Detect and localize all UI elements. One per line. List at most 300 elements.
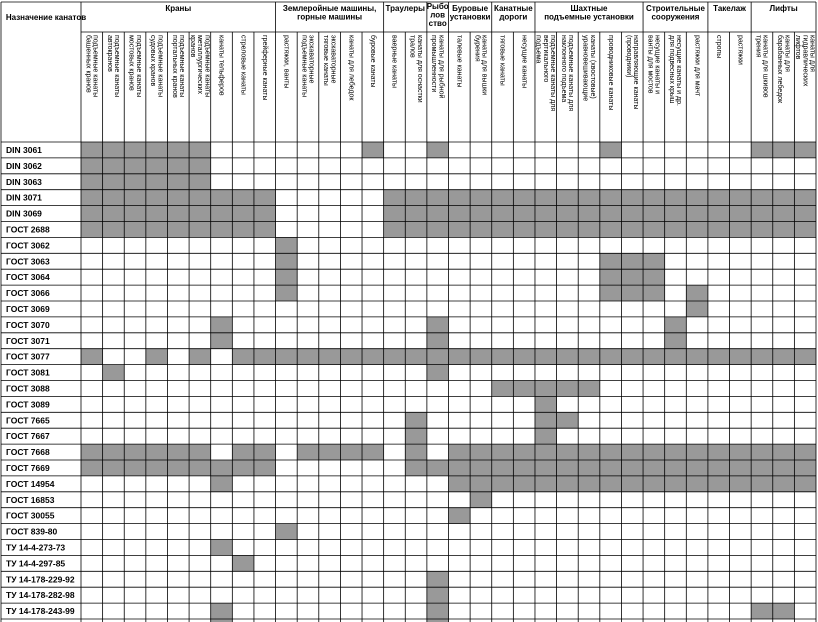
shaded-cell [427, 206, 449, 222]
standard-row-label: ГОСТ 3088 [6, 383, 50, 394]
shaded-cell [167, 444, 189, 460]
shaded-cell [643, 190, 665, 206]
shaded-cell [686, 206, 708, 222]
shaded-cell [665, 476, 687, 492]
column-header-label: несущие канаты [520, 35, 528, 89]
shaded-cell [146, 190, 168, 206]
shaded-cell [146, 222, 168, 238]
column-header-label: подъемные канаты [178, 35, 186, 98]
shaded-cell [405, 460, 427, 476]
shaded-cell [103, 190, 125, 206]
standard-row-label: DIN 3062 [6, 160, 42, 171]
standard-row-label: ГОСТ 3062 [6, 240, 50, 251]
standard-row-label: ГОСТ 7669 [6, 462, 50, 473]
shaded-cell [232, 190, 254, 206]
shaded-cell [492, 190, 514, 206]
shaded-cell [384, 206, 406, 222]
standard-row-label: ГОСТ 2688 [6, 224, 50, 235]
shaded-cell [600, 142, 622, 158]
shaded-cell [513, 349, 535, 365]
column-header-label: подъемные канаты для [549, 35, 557, 112]
shaded-cell [751, 349, 773, 365]
shaded-cell [492, 222, 514, 238]
shaded-cell [730, 444, 752, 460]
shaded-cell [492, 206, 514, 222]
column-header-label: подъемные канаты [156, 35, 164, 98]
shaded-cell [621, 285, 643, 301]
group-header-label: ство [428, 19, 447, 28]
shaded-cell [600, 253, 622, 269]
shaded-cell [665, 349, 687, 365]
shaded-cell [535, 444, 557, 460]
shaded-cell [557, 349, 579, 365]
shaded-cell [276, 253, 298, 269]
shaded-cell [362, 349, 384, 365]
shaded-cell [146, 460, 168, 476]
standard-row-label: ГОСТ 3069 [6, 303, 50, 314]
shaded-cell [254, 444, 276, 460]
column-header-label: растяжки [736, 35, 744, 65]
shaded-cell [708, 460, 730, 476]
shaded-cell [686, 190, 708, 206]
column-header-label: проводниковые канаты [606, 35, 614, 111]
shaded-cell [773, 142, 795, 158]
shaded-cell [81, 206, 103, 222]
shaded-cell [686, 476, 708, 492]
shaded-cell [730, 349, 752, 365]
column-header-label: растяжки для мачт [693, 35, 701, 97]
shaded-cell [578, 460, 600, 476]
shaded-cell [427, 587, 449, 603]
shaded-cell [167, 222, 189, 238]
shaded-cell [427, 571, 449, 587]
shaded-cell [686, 460, 708, 476]
shaded-cell [384, 349, 406, 365]
shaded-cell [103, 158, 125, 174]
shaded-cell [621, 253, 643, 269]
standard-row-label: ГОСТ 3077 [6, 351, 50, 362]
shaded-cell [427, 603, 449, 619]
shaded-cell [384, 222, 406, 238]
group-header-label: Строительные [646, 4, 705, 13]
standard-row-label: ГОСТ 7668 [6, 447, 50, 458]
column-header-label: ваерные канаты [390, 35, 398, 89]
shaded-cell [621, 476, 643, 492]
standard-row-label: DIN 3069 [6, 208, 42, 219]
shaded-cell [665, 190, 687, 206]
standard-row-label: ГОСТ 3070 [6, 319, 50, 330]
shaded-cell [773, 222, 795, 238]
shaded-cell [513, 206, 535, 222]
shaded-cell [665, 460, 687, 476]
column-header-label: промышленности [430, 35, 438, 93]
shaded-cell [405, 412, 427, 428]
shaded-cell [362, 142, 384, 158]
shaded-cell [600, 444, 622, 460]
standard-row-label: ГОСТ 30055 [6, 510, 55, 521]
column-header-label: подъемные канаты [91, 35, 99, 98]
shaded-cell [470, 476, 492, 492]
shaded-cell [232, 222, 254, 238]
shaded-cell [232, 206, 254, 222]
shaded-cell [513, 476, 535, 492]
group-header-label: горные машины [297, 12, 363, 22]
column-header-label: экскаваторные [307, 35, 315, 84]
shaded-cell [686, 349, 708, 365]
column-header-label: наклонного подъема [559, 35, 567, 103]
shaded-cell [211, 540, 233, 556]
shaded-cell [232, 444, 254, 460]
shaded-cell [513, 381, 535, 397]
shaded-cell [773, 444, 795, 460]
shaded-cell [535, 476, 557, 492]
column-header-label: трения [754, 35, 762, 58]
shaded-cell [124, 460, 146, 476]
shaded-cell [535, 412, 557, 428]
standard-row-label: ГОСТ 3066 [6, 288, 50, 299]
column-header-label: подъемные канаты для [567, 35, 575, 112]
shaded-cell [81, 444, 103, 460]
shaded-cell [470, 460, 492, 476]
shaded-cell [103, 142, 125, 158]
standard-row-label: ГОСТ 7667 [6, 431, 50, 442]
column-header-label: портальных кранов [170, 35, 178, 98]
column-header-label: канаты для шкивов [761, 35, 769, 98]
shaded-cell [211, 460, 233, 476]
shaded-cell [535, 190, 557, 206]
shaded-cell [405, 428, 427, 444]
group-header-label: Буровые [452, 4, 489, 13]
shaded-cell [470, 206, 492, 222]
shaded-cell [167, 142, 189, 158]
shaded-cell [81, 174, 103, 190]
standard-row-label: DIN 3061 [6, 144, 42, 155]
shaded-cell [124, 190, 146, 206]
shaded-cell [643, 253, 665, 269]
shaded-cell [81, 222, 103, 238]
shaded-cell [686, 301, 708, 317]
shaded-cell [319, 349, 341, 365]
shaded-cell [254, 222, 276, 238]
shaded-cell [621, 444, 643, 460]
shaded-cell [405, 222, 427, 238]
standard-row-label: ГОСТ 16853 [6, 494, 55, 505]
standard-row-label: ГОСТ 14954 [6, 478, 55, 489]
shaded-cell [621, 222, 643, 238]
shaded-cell [557, 222, 579, 238]
shaded-cell [103, 365, 125, 381]
column-header-label: талевые канаты [455, 35, 463, 88]
shaded-cell [557, 444, 579, 460]
shaded-cell [103, 206, 125, 222]
shaded-cell [124, 222, 146, 238]
shaded-cell [621, 190, 643, 206]
shaded-cell [513, 460, 535, 476]
shaded-cell [643, 476, 665, 492]
shaded-cell [103, 444, 125, 460]
shaded-cell [124, 142, 146, 158]
shaded-cell [600, 222, 622, 238]
column-header-label: канаты для оснастки [415, 35, 423, 103]
shaded-cell [449, 222, 471, 238]
shaded-cell [405, 444, 427, 460]
shaded-cell [103, 460, 125, 476]
shaded-cell [621, 460, 643, 476]
shaded-cell [535, 428, 557, 444]
shaded-cell [254, 206, 276, 222]
shaded-cell [773, 460, 795, 476]
shaded-cell [794, 190, 816, 206]
shaded-cell [470, 444, 492, 460]
shaded-cell [470, 349, 492, 365]
shaded-cell [81, 158, 103, 174]
column-header-label: стреловые канаты [239, 35, 247, 95]
shaded-cell [513, 222, 535, 238]
shaded-cell [405, 206, 427, 222]
column-header-label: лифтов [794, 35, 802, 60]
column-header-label: канаты (хвостовые) [588, 35, 596, 99]
group-header-label: Рыбо [426, 2, 449, 11]
shaded-cell [146, 174, 168, 190]
shaded-cell [643, 285, 665, 301]
shaded-cell [103, 222, 125, 238]
column-header-label: тяговые канаты [498, 35, 506, 86]
column-header-label: несущие канаты и [653, 35, 661, 95]
shaded-cell [730, 476, 752, 492]
shaded-cell [794, 444, 816, 460]
group-header-label: установки [449, 12, 491, 22]
shaded-cell [189, 190, 211, 206]
shaded-cell [751, 206, 773, 222]
shaded-cell [600, 190, 622, 206]
column-header-label: канаты для рыбной [437, 35, 445, 99]
shaded-cell [276, 349, 298, 365]
column-header-label: бурения [473, 35, 481, 62]
shaded-cell [578, 206, 600, 222]
column-header-label: судовых кранов [149, 35, 157, 87]
shaded-cell [578, 476, 600, 492]
column-header-label: мостовых кранов [127, 35, 135, 91]
shaded-cell [751, 603, 773, 619]
shaded-cell [578, 381, 600, 397]
shaded-cell [773, 190, 795, 206]
shaded-cell [535, 396, 557, 412]
shaded-cell [621, 349, 643, 365]
shaded-cell [211, 317, 233, 333]
column-header-label: подъемные канаты [134, 35, 142, 98]
shaded-cell [492, 444, 514, 460]
shaded-cell [189, 206, 211, 222]
shaded-cell [665, 222, 687, 238]
shaded-cell [730, 222, 752, 238]
shaded-cell [167, 190, 189, 206]
column-header-label: канаты для вышки [480, 35, 488, 96]
group-header-label: лов [430, 10, 446, 20]
shaded-cell [665, 333, 687, 349]
standard-row-label: DIN 3071 [6, 192, 42, 203]
shaded-cell [124, 158, 146, 174]
shaded-cell [427, 333, 449, 349]
column-header-label: растяжки, ванты [282, 35, 290, 89]
shaded-cell [276, 269, 298, 285]
shaded-cell [276, 237, 298, 253]
standard-row-label: ТУ 14-4-297-85 [6, 558, 66, 569]
shaded-cell [189, 444, 211, 460]
shaded-cell [686, 285, 708, 301]
shaded-cell [557, 476, 579, 492]
column-header-label: металлургических [196, 35, 204, 94]
shaded-cell [470, 190, 492, 206]
shaded-cell [600, 269, 622, 285]
column-header-label: кранов [188, 35, 196, 58]
shaded-cell [794, 206, 816, 222]
shaded-cell [492, 349, 514, 365]
column-header-label: экскаваторные [329, 35, 337, 84]
column-header-label: подъемные канаты [300, 35, 308, 98]
shaded-cell [492, 476, 514, 492]
shaded-cell [146, 206, 168, 222]
shaded-cell [427, 190, 449, 206]
column-header-label: тяговые канаты [322, 35, 330, 86]
shaded-cell [427, 222, 449, 238]
shaded-cell [189, 158, 211, 174]
shaded-cell [773, 603, 795, 619]
shaded-cell [665, 317, 687, 333]
column-header-label: подъемные канаты [113, 35, 121, 98]
group-header-label: Краны [165, 4, 192, 13]
shaded-cell [167, 460, 189, 476]
column-header-label: грейферные канаты [260, 35, 268, 101]
shaded-cell [340, 349, 362, 365]
shaded-cell [751, 190, 773, 206]
column-header-label: канаты для [808, 35, 816, 72]
column-header-label: барабанных лебедок [776, 35, 784, 104]
shaded-cell [449, 508, 471, 524]
shaded-cell [146, 142, 168, 158]
shaded-cell [254, 349, 276, 365]
shaded-cell [340, 444, 362, 460]
shaded-cell [405, 190, 427, 206]
shaded-cell [794, 476, 816, 492]
column-header-label: тралов [408, 35, 416, 58]
shaded-cell [794, 460, 816, 476]
shaded-cell [211, 603, 233, 619]
standard-row-label: ГОСТ 3071 [6, 335, 50, 346]
shaded-cell [124, 206, 146, 222]
shaded-cell [665, 206, 687, 222]
group-header-label: подъемные установки [544, 12, 634, 22]
group-header-label: Канатные [493, 4, 533, 13]
shaded-cell [427, 317, 449, 333]
shaded-cell [449, 460, 471, 476]
column-header-label: (проводники) [624, 35, 632, 78]
column-header-label: канаты тельферов [217, 35, 225, 96]
column-header-label: башенных кранов [84, 35, 92, 93]
shaded-cell [319, 444, 341, 460]
shaded-cell [513, 190, 535, 206]
shaded-cell [146, 444, 168, 460]
group-header-label: Землеройные машины, [282, 4, 377, 13]
column-header-label: буровые канаты [368, 35, 376, 88]
shaded-cell [535, 222, 557, 238]
column-header-label: автокранов [105, 35, 113, 72]
shaded-cell [449, 190, 471, 206]
standard-row-label: DIN 3063 [6, 176, 42, 187]
shaded-cell [686, 444, 708, 460]
standard-row-label: ТУ 14-178-243-99 [6, 606, 75, 617]
shaded-cell [773, 349, 795, 365]
shaded-cell [384, 190, 406, 206]
shaded-cell [513, 444, 535, 460]
group-header-label: сооружения [651, 12, 700, 22]
shaded-cell [708, 476, 730, 492]
shaded-cell [492, 381, 514, 397]
shaded-cell [600, 206, 622, 222]
column-header-label: ванты для мостов [646, 35, 654, 94]
shaded-cell [665, 444, 687, 460]
shaded-cell [794, 222, 816, 238]
group-header-label: Такелаж [713, 4, 746, 13]
shaded-cell [557, 460, 579, 476]
shaded-cell [578, 190, 600, 206]
shaded-cell [643, 206, 665, 222]
shaded-cell [643, 444, 665, 460]
shaded-cell [211, 206, 233, 222]
shaded-cell [751, 476, 773, 492]
shaded-cell [146, 158, 168, 174]
shaded-cell [232, 460, 254, 476]
standard-row-label: ГОСТ 3081 [6, 367, 50, 378]
shaded-cell [211, 190, 233, 206]
shaded-cell [686, 222, 708, 238]
column-header-label: канаты для лебедок [347, 35, 355, 101]
shaded-cell [427, 365, 449, 381]
shaded-cell [81, 142, 103, 158]
shaded-cell [773, 476, 795, 492]
shaded-cell [103, 174, 125, 190]
column-header-label: для подвесных крыш [668, 35, 676, 104]
shaded-cell [492, 460, 514, 476]
group-header-label: дороги [499, 12, 528, 22]
shaded-cell [621, 269, 643, 285]
shaded-cell [189, 174, 211, 190]
shaded-cell [254, 460, 276, 476]
column-header-label: подъема [534, 35, 542, 64]
shaded-cell [535, 349, 557, 365]
shaded-cell [232, 555, 254, 571]
standard-row-label: ТУ 14-4-273-73 [6, 542, 66, 553]
shaded-cell [189, 222, 211, 238]
column-header-label: гидравлических [801, 35, 809, 87]
standard-row-label: ТУ 14-178-229-92 [6, 574, 75, 585]
shaded-cell [708, 206, 730, 222]
shaded-cell [470, 222, 492, 238]
column-header-label: вертикального [541, 35, 549, 83]
shaded-cell [167, 158, 189, 174]
shaded-cell [751, 222, 773, 238]
shaded-cell [405, 349, 427, 365]
shaded-cell [81, 190, 103, 206]
shaded-cell [730, 206, 752, 222]
standard-row-label: ГОСТ 839-80 [6, 526, 58, 537]
shaded-cell [600, 285, 622, 301]
shaded-cell [643, 222, 665, 238]
shaded-cell [167, 174, 189, 190]
shaded-cell [124, 174, 146, 190]
shaded-cell [794, 142, 816, 158]
shaded-cell [578, 222, 600, 238]
shaded-cell [708, 190, 730, 206]
